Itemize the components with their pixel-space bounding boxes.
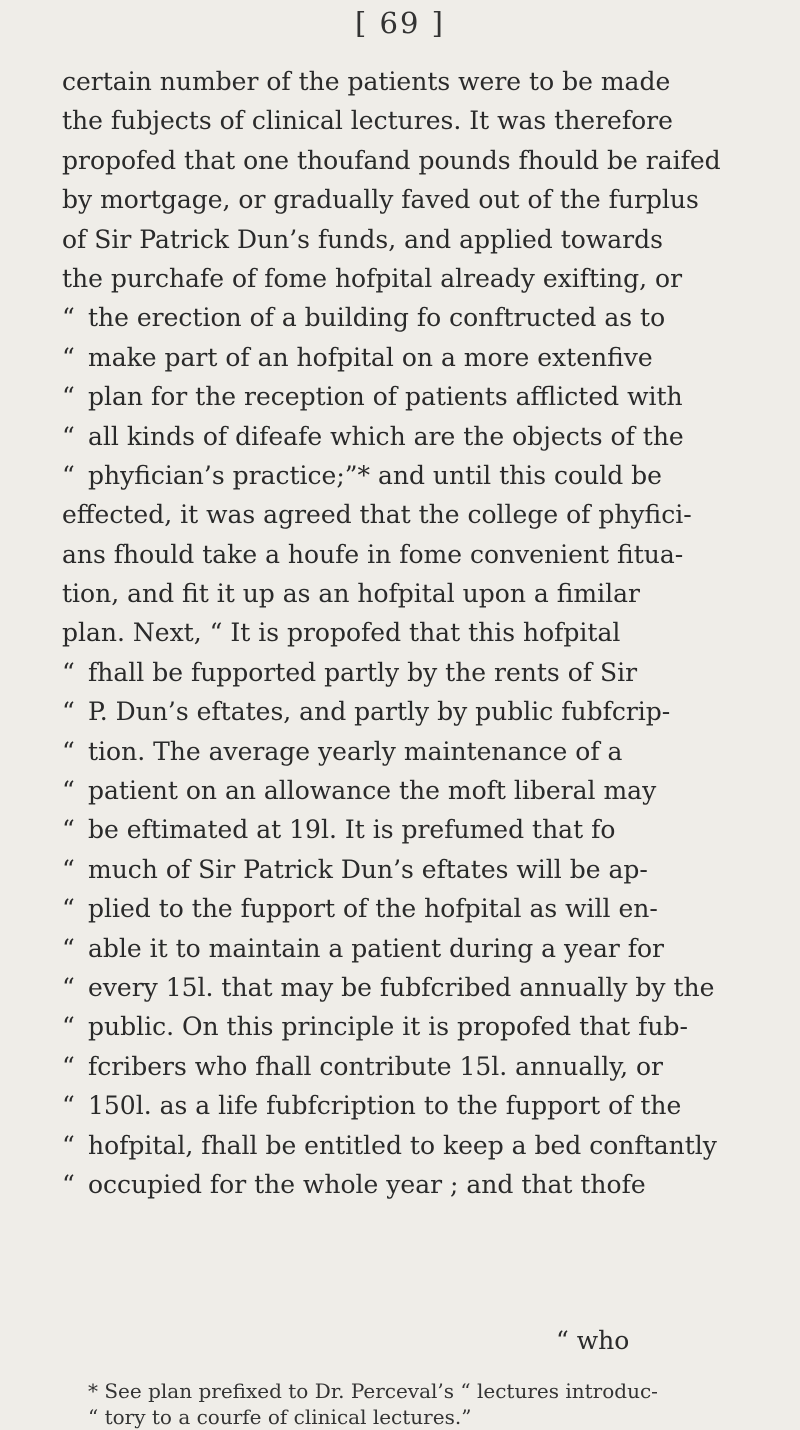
- text-line: [62, 259, 683, 298]
- text-line: [62, 62, 671, 101]
- catchword: “ who: [556, 1326, 630, 1355]
- line-text: hofpital, fhall be entitled to keep a bed conftantly: [88, 1130, 717, 1160]
- line-text: every 15l. that may be fubfcribed annually by the: [88, 972, 715, 1002]
- text-line: [62, 968, 715, 1007]
- text-line: [62, 574, 662, 613]
- quote-mark: “: [62, 421, 75, 451]
- line-text: propofed that one thoufand pounds fhould be raifed: [62, 145, 721, 175]
- text-line: [62, 220, 662, 259]
- text-line: [62, 338, 662, 377]
- text-line: [62, 456, 662, 495]
- body-text: [62, 62, 721, 1204]
- quote-mark: “: [62, 972, 75, 1002]
- text-line: [62, 1165, 662, 1204]
- text-line: [62, 377, 683, 416]
- line-text: much of Sir Patrick Dun’s eftates will be ap-: [88, 854, 648, 884]
- line-text: phyfician’s practice;”* and until this could be: [88, 460, 662, 490]
- text-line: [62, 1007, 688, 1046]
- quote-mark: “: [62, 776, 75, 806]
- line-text: tion, and fit it up as an hofpital upon a fimilar: [62, 579, 640, 609]
- text-line: [62, 1047, 662, 1086]
- quote-mark: “: [62, 1012, 75, 1042]
- text-line: [62, 613, 662, 652]
- quote-mark: “: [62, 657, 75, 687]
- quote-mark: “: [62, 933, 75, 963]
- line-text: ans fhould take a houfe in fome convenient fitua-: [62, 539, 684, 569]
- line-text: the purchafe of fome hofpital already exifting, or: [62, 263, 683, 293]
- text-line: [62, 1126, 717, 1165]
- quote-mark: “: [62, 697, 75, 727]
- text-line: [62, 298, 666, 337]
- quote-mark: “: [62, 1130, 75, 1160]
- text-line: [62, 692, 671, 731]
- text-line: [62, 653, 662, 692]
- quote-mark: “: [62, 382, 75, 412]
- text-line: [62, 889, 662, 928]
- quote-mark: “: [62, 1091, 75, 1121]
- line-text: occupied for the whole year ; and that thofe: [88, 1169, 646, 1199]
- line-text: able it to maintain a patient during a year for: [88, 933, 665, 963]
- line-text: be eftimated at 19l. It is prefumed that fo: [88, 815, 616, 845]
- text-line: [62, 850, 662, 889]
- line-text: of Sir Patrick Dun’s funds, and applied towards: [62, 224, 663, 254]
- line-text: make part of an hofpital on a more extenfive: [88, 342, 653, 372]
- quote-mark: “: [62, 815, 75, 845]
- text-line: [62, 495, 692, 534]
- text-line: [62, 929, 665, 968]
- line-text: plan. Next, “ It is propofed that this hofpital: [62, 618, 621, 648]
- quote-mark: “: [62, 894, 75, 924]
- line-text: by mortgage, or gradually faved out of the furplus: [62, 185, 699, 215]
- quote-mark: “: [62, 1169, 75, 1199]
- line-text: the erection of a building fo conftructed as to: [88, 303, 666, 333]
- line-text: fhall be fupported partly by the rents of Sir: [88, 657, 638, 687]
- quote-mark: “: [62, 1051, 75, 1081]
- quote-mark: “: [62, 736, 75, 766]
- line-text: fcribers who fhall contribute 15l. annually, or: [88, 1051, 663, 1081]
- line-text: P. Dun’s eftates, and partly by public fubfcrip-: [88, 697, 671, 727]
- line-text: plied to the fupport of the hofpital as will en-: [88, 894, 658, 924]
- footnote: [88, 1378, 728, 1430]
- footnote-line: * See plan prefixed to Dr. Perceval’s “ lectures introduc-: [88, 1379, 658, 1403]
- line-text: the fubjects of clinical lectures. It was therefore: [62, 106, 673, 136]
- quote-mark: “: [62, 460, 75, 490]
- text-line: [62, 141, 721, 180]
- text-line: [62, 732, 662, 771]
- page-number: [ 69 ]: [355, 6, 445, 40]
- line-text: effected, it was agreed that the college of phyfici-: [62, 500, 692, 530]
- quote-mark: “: [62, 854, 75, 884]
- line-text: plan for the reception of patients afflicted with: [88, 382, 683, 412]
- quote-mark: “: [62, 342, 75, 372]
- footnote-line: “ tory to a courfe of clinical lectures.”: [88, 1405, 472, 1429]
- line-text: public. On this principle it is propofed that fub-: [88, 1012, 688, 1042]
- text-line: [62, 101, 673, 140]
- text-line: [62, 535, 684, 574]
- line-text: certain number of the patients were to be made: [62, 67, 671, 96]
- text-line: [62, 810, 662, 849]
- text-line: [62, 417, 684, 456]
- line-text: tion. The average yearly maintenance of a: [88, 736, 623, 766]
- text-line: [62, 771, 662, 810]
- line-text: all kinds of difeafe which are the objects of the: [88, 421, 684, 451]
- line-text: patient on an allowance the moft liberal may: [88, 776, 657, 806]
- line-text: 150l. as a life fubfcription to the fupport of the: [88, 1091, 682, 1121]
- text-line: [62, 1086, 682, 1125]
- text-line: [62, 180, 699, 219]
- quote-mark: “: [62, 303, 75, 333]
